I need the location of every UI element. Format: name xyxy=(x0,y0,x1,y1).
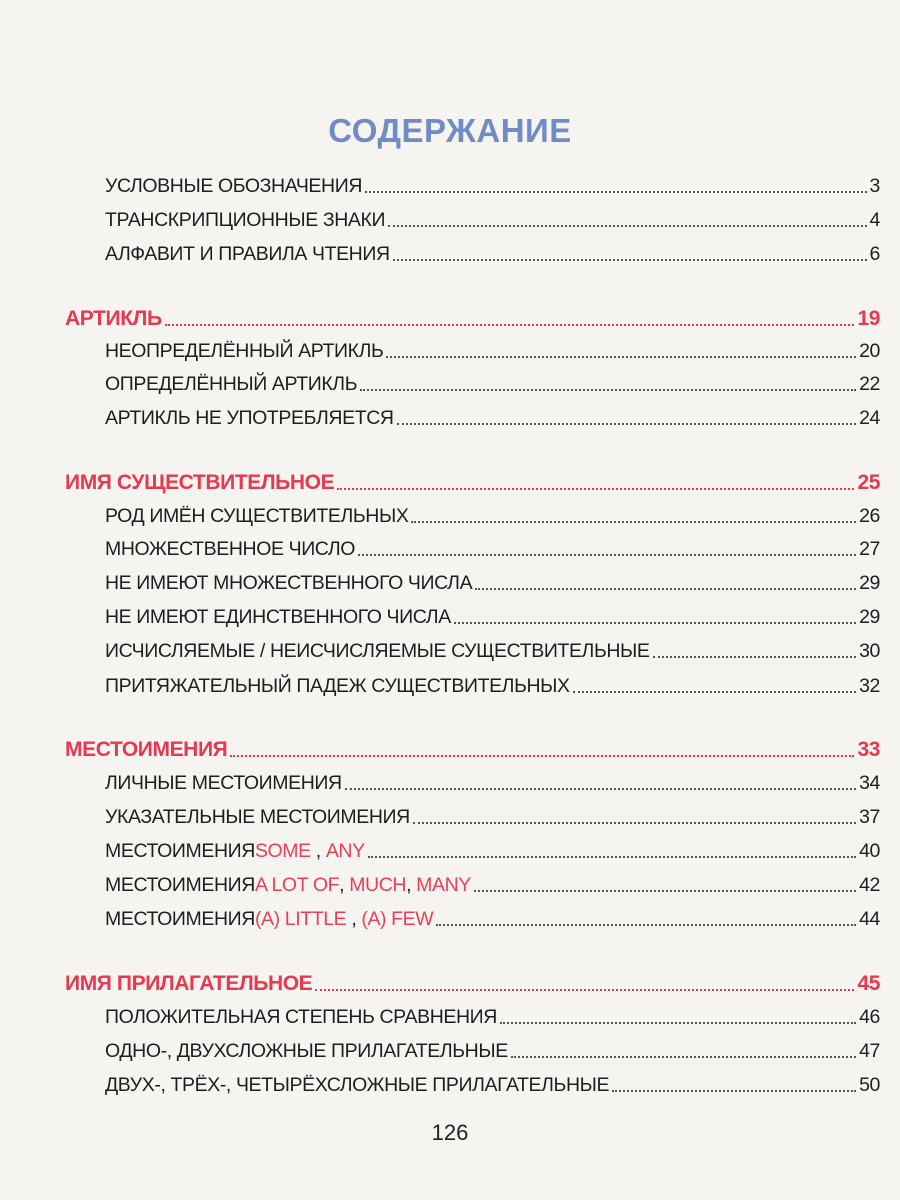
toc-entry[interactable] xyxy=(105,174,880,198)
toc-entry[interactable] xyxy=(105,242,880,266)
dot-leader xyxy=(368,856,856,858)
toc-entry[interactable] xyxy=(105,406,880,430)
entry-keyword: ANY xyxy=(325,840,365,862)
entry-page: 6 xyxy=(869,243,880,265)
dot-leader xyxy=(500,1022,856,1024)
toc-section[interactable] xyxy=(65,469,880,495)
page-title: СОДЕРЖАНИЕ xyxy=(328,112,572,149)
dot-leader xyxy=(358,554,856,556)
toc-entry[interactable] xyxy=(105,208,880,232)
entry-page: 45 xyxy=(857,972,880,995)
toc-entry[interactable] xyxy=(105,639,880,663)
dot-leader xyxy=(612,1090,856,1092)
toc-entry[interactable] xyxy=(105,1005,880,1029)
toc-entry[interactable] xyxy=(105,805,880,829)
entry-title: МЕСТОИМЕНИЯ xyxy=(105,874,255,896)
entry-title: АЛФАВИТ И ПРАВИЛА ЧТЕНИЯ xyxy=(105,243,390,265)
dot-leader xyxy=(365,191,867,193)
entry-page: 25 xyxy=(857,471,880,494)
dot-leader xyxy=(573,691,856,693)
toc-entry[interactable] xyxy=(105,1039,880,1063)
dot-leader xyxy=(511,1056,856,1058)
entry-page: 30 xyxy=(859,640,880,662)
dot-leader xyxy=(475,588,856,590)
toc-entry[interactable] xyxy=(105,839,880,863)
dot-leader xyxy=(411,521,856,523)
entry-page: 42 xyxy=(859,874,880,896)
entry-title: МНОЖЕСТВЕННОЕ ЧИСЛО xyxy=(105,538,356,560)
toc-entry[interactable] xyxy=(105,907,880,931)
entry-keyword: MUCH xyxy=(349,874,407,896)
entry-keyword: (A) LITTLE xyxy=(254,908,347,930)
entry-title: ЛИЧНЫЕ МЕСТОИМЕНИЯ xyxy=(105,772,342,794)
entry-page: 34 xyxy=(859,772,880,794)
entry-title: ПОЛОЖИТЕЛЬНАЯ СТЕПЕНЬ СРАВНЕНИЯ xyxy=(105,1006,497,1028)
entry-title: НЕ ИМЕЮТ ЕДИНСТВЕННОГО ЧИСЛА xyxy=(105,606,451,628)
toc-section[interactable] xyxy=(65,305,880,331)
toc-entry[interactable] xyxy=(105,873,880,897)
toc-entry[interactable] xyxy=(105,372,880,396)
entry-page: 40 xyxy=(859,840,880,862)
entry-page: 50 xyxy=(859,1074,880,1096)
entry-title: РОД ИМЁН СУЩЕСТВИТЕЛЬНЫХ xyxy=(105,505,409,527)
entry-title: ОДНО-, ДВУХСЛОЖНЫЕ ПРИЛАГАТЕЛЬНЫЕ xyxy=(105,1040,508,1062)
entry-page: 24 xyxy=(859,407,880,429)
entry-page: 46 xyxy=(859,1006,880,1028)
toc-section[interactable] xyxy=(65,736,880,762)
dot-leader xyxy=(397,423,857,425)
dot-leader xyxy=(360,389,856,391)
entry-page: 37 xyxy=(859,806,880,828)
entry-keyword: A LOT OF xyxy=(254,874,340,896)
entry-title: ОПРЕДЕЛЁННЫЙ АРТИКЛЬ xyxy=(105,373,358,395)
entry-page: 29 xyxy=(859,572,880,594)
entry-title: ИМЯ СУЩЕСТВИТЕЛЬНОЕ xyxy=(65,471,335,494)
dot-leader xyxy=(345,788,856,790)
entry-page: 44 xyxy=(859,908,880,930)
entry-page: 29 xyxy=(859,606,880,628)
entry-page: 32 xyxy=(859,675,880,697)
separator: , xyxy=(406,874,417,896)
entry-title: ДВУХ-, ТРЁХ-, ЧЕТЫРЁХСЛОЖНЫЕ ПРИЛАГАТЕЛЬНЫЕ xyxy=(105,1074,610,1096)
dot-leader xyxy=(165,324,855,326)
page-number: 126 xyxy=(431,1120,469,1145)
entry-title: УСЛОВНЫЕ ОБОЗНАЧЕНИЯ xyxy=(105,175,363,197)
entry-title: МЕСТОИМЕНИЯ xyxy=(105,840,255,862)
toc-entry[interactable] xyxy=(105,504,880,528)
entry-title: НЕ ИМЕЮТ МНОЖЕСТВЕННОГО ЧИСЛА xyxy=(105,572,473,594)
entry-page: 3 xyxy=(869,175,880,197)
entry-keyword: MANY xyxy=(416,874,471,896)
entry-title: МЕСТОИМЕНИЯ xyxy=(65,738,228,761)
separator: , xyxy=(346,908,362,930)
dot-leader xyxy=(454,622,856,624)
toc-entry[interactable] xyxy=(105,674,880,698)
dot-leader xyxy=(315,989,854,991)
separator: , xyxy=(339,874,350,896)
entry-page: 22 xyxy=(859,373,880,395)
entry-title: АРТИКЛЬ xyxy=(65,307,162,330)
toc-section[interactable] xyxy=(65,970,880,996)
dot-leader xyxy=(474,890,856,892)
toc-entry[interactable] xyxy=(105,571,880,595)
dot-leader xyxy=(230,755,854,757)
entry-title: НЕОПРЕДЕЛЁННЫЙ АРТИКЛЬ xyxy=(105,340,384,362)
entry-title: ИСЧИСЛЯЕМЫЕ / НЕИСЧИСЛЯЕМЫЕ СУЩЕСТВИТЕЛЬНЫЕ xyxy=(105,640,650,662)
entry-keyword: SOME xyxy=(254,840,311,862)
toc-entry[interactable] xyxy=(105,339,880,363)
entry-page: 33 xyxy=(857,738,880,761)
dot-leader xyxy=(337,488,854,490)
entry-page: 47 xyxy=(859,1040,880,1062)
entry-keyword: (A) FEW xyxy=(361,908,434,930)
dot-leader xyxy=(413,822,856,824)
entry-title: УКАЗАТЕЛЬНЫЕ МЕСТОИМЕНИЯ xyxy=(105,806,410,828)
entry-page: 26 xyxy=(859,505,880,527)
dot-leader xyxy=(386,356,856,358)
toc-entry[interactable] xyxy=(105,1073,880,1097)
dot-leader xyxy=(653,656,857,658)
dot-leader xyxy=(388,225,866,227)
toc-entry[interactable] xyxy=(105,771,880,795)
separator: , xyxy=(310,840,326,862)
toc-entry[interactable] xyxy=(105,605,880,629)
entry-page: 4 xyxy=(869,209,880,231)
entry-title: ПРИТЯЖАТЕЛЬНЫЙ ПАДЕЖ СУЩЕСТВИТЕЛЬНЫХ xyxy=(105,675,570,697)
entry-page: 19 xyxy=(857,307,880,330)
entry-title: МЕСТОИМЕНИЯ xyxy=(105,908,255,930)
entry-title: ИМЯ ПРИЛАГАТЕЛЬНОЕ xyxy=(65,972,313,995)
entry-page: 20 xyxy=(859,340,880,362)
entry-title: ТРАНСКРИПЦИОННЫЕ ЗНАКИ xyxy=(105,209,386,231)
dot-leader xyxy=(436,924,856,926)
entry-page: 27 xyxy=(859,538,880,560)
entry-title: АРТИКЛЬ НЕ УПОТРЕБЛЯЕТСЯ xyxy=(105,407,394,429)
dot-leader xyxy=(393,259,867,261)
toc-entry[interactable] xyxy=(105,537,880,561)
